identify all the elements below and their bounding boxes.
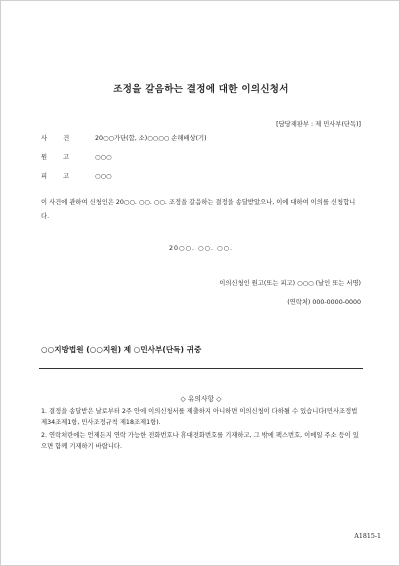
- field-defendant-label: 피고: [41, 173, 86, 180]
- form-number: A1815-1: [354, 533, 381, 540]
- field-plaintiff-label: 원고: [41, 154, 86, 161]
- document-title: 조정을 갈음하는 결정에 대한 이의신청서: [113, 84, 289, 95]
- court-addressee: ○○지방법원 (○○지원) 제 ○민사부(단독) 귀중: [41, 345, 202, 354]
- field-plaintiff: [41, 152, 112, 161]
- applicant-line: 이의신청인 원고(또는 피고) ○○○ (날인 또는 서명): [219, 280, 361, 287]
- contact-line: (연락처) 000-0000-0000: [287, 299, 361, 306]
- note-item: 2. 연락처란에는 언제든지 연락 가능한 전화번호나 휴대전화번호를 기재하고, 그 밖에 팩스번호, 이메일 주소 등이 있으면 함께 기재하기 바랍니다.: [41, 432, 359, 450]
- field-case-label: 사건: [41, 135, 86, 142]
- field-defendant-value: ○○○: [95, 173, 112, 180]
- divider: [39, 368, 363, 369]
- field-plaintiff-value: ○○○: [95, 154, 112, 161]
- body-text: 이 사건에 관하여 신청인은 20○○. ○○. ○○. 조정을 갈음하는 결정을 송달받았으나, 이에 대하여 이의를 신청합니다.: [41, 199, 356, 220]
- note-item: 1. 결정을 송달받은 날로부터 2주 안에 이의신청서를 제출하지 아니하면 이의신청이 다하될 수 있습니다(민사조정법 제34조제1항, 민사조정규칙 제18조제1항).: [41, 408, 358, 426]
- notes-list: [41, 406, 363, 454]
- notes-title: ◇ 유의사항 ◇: [180, 395, 222, 403]
- field-case: [41, 133, 207, 142]
- filing-date: 20○○. ○○. ○○.: [169, 245, 233, 252]
- case-division: [담당재판부 : 제 민사부(단독)]: [276, 121, 361, 128]
- field-case-value: 20○○가단(합, 소)○○○○ 손해배상(기): [95, 135, 207, 142]
- field-defendant: [41, 171, 112, 180]
